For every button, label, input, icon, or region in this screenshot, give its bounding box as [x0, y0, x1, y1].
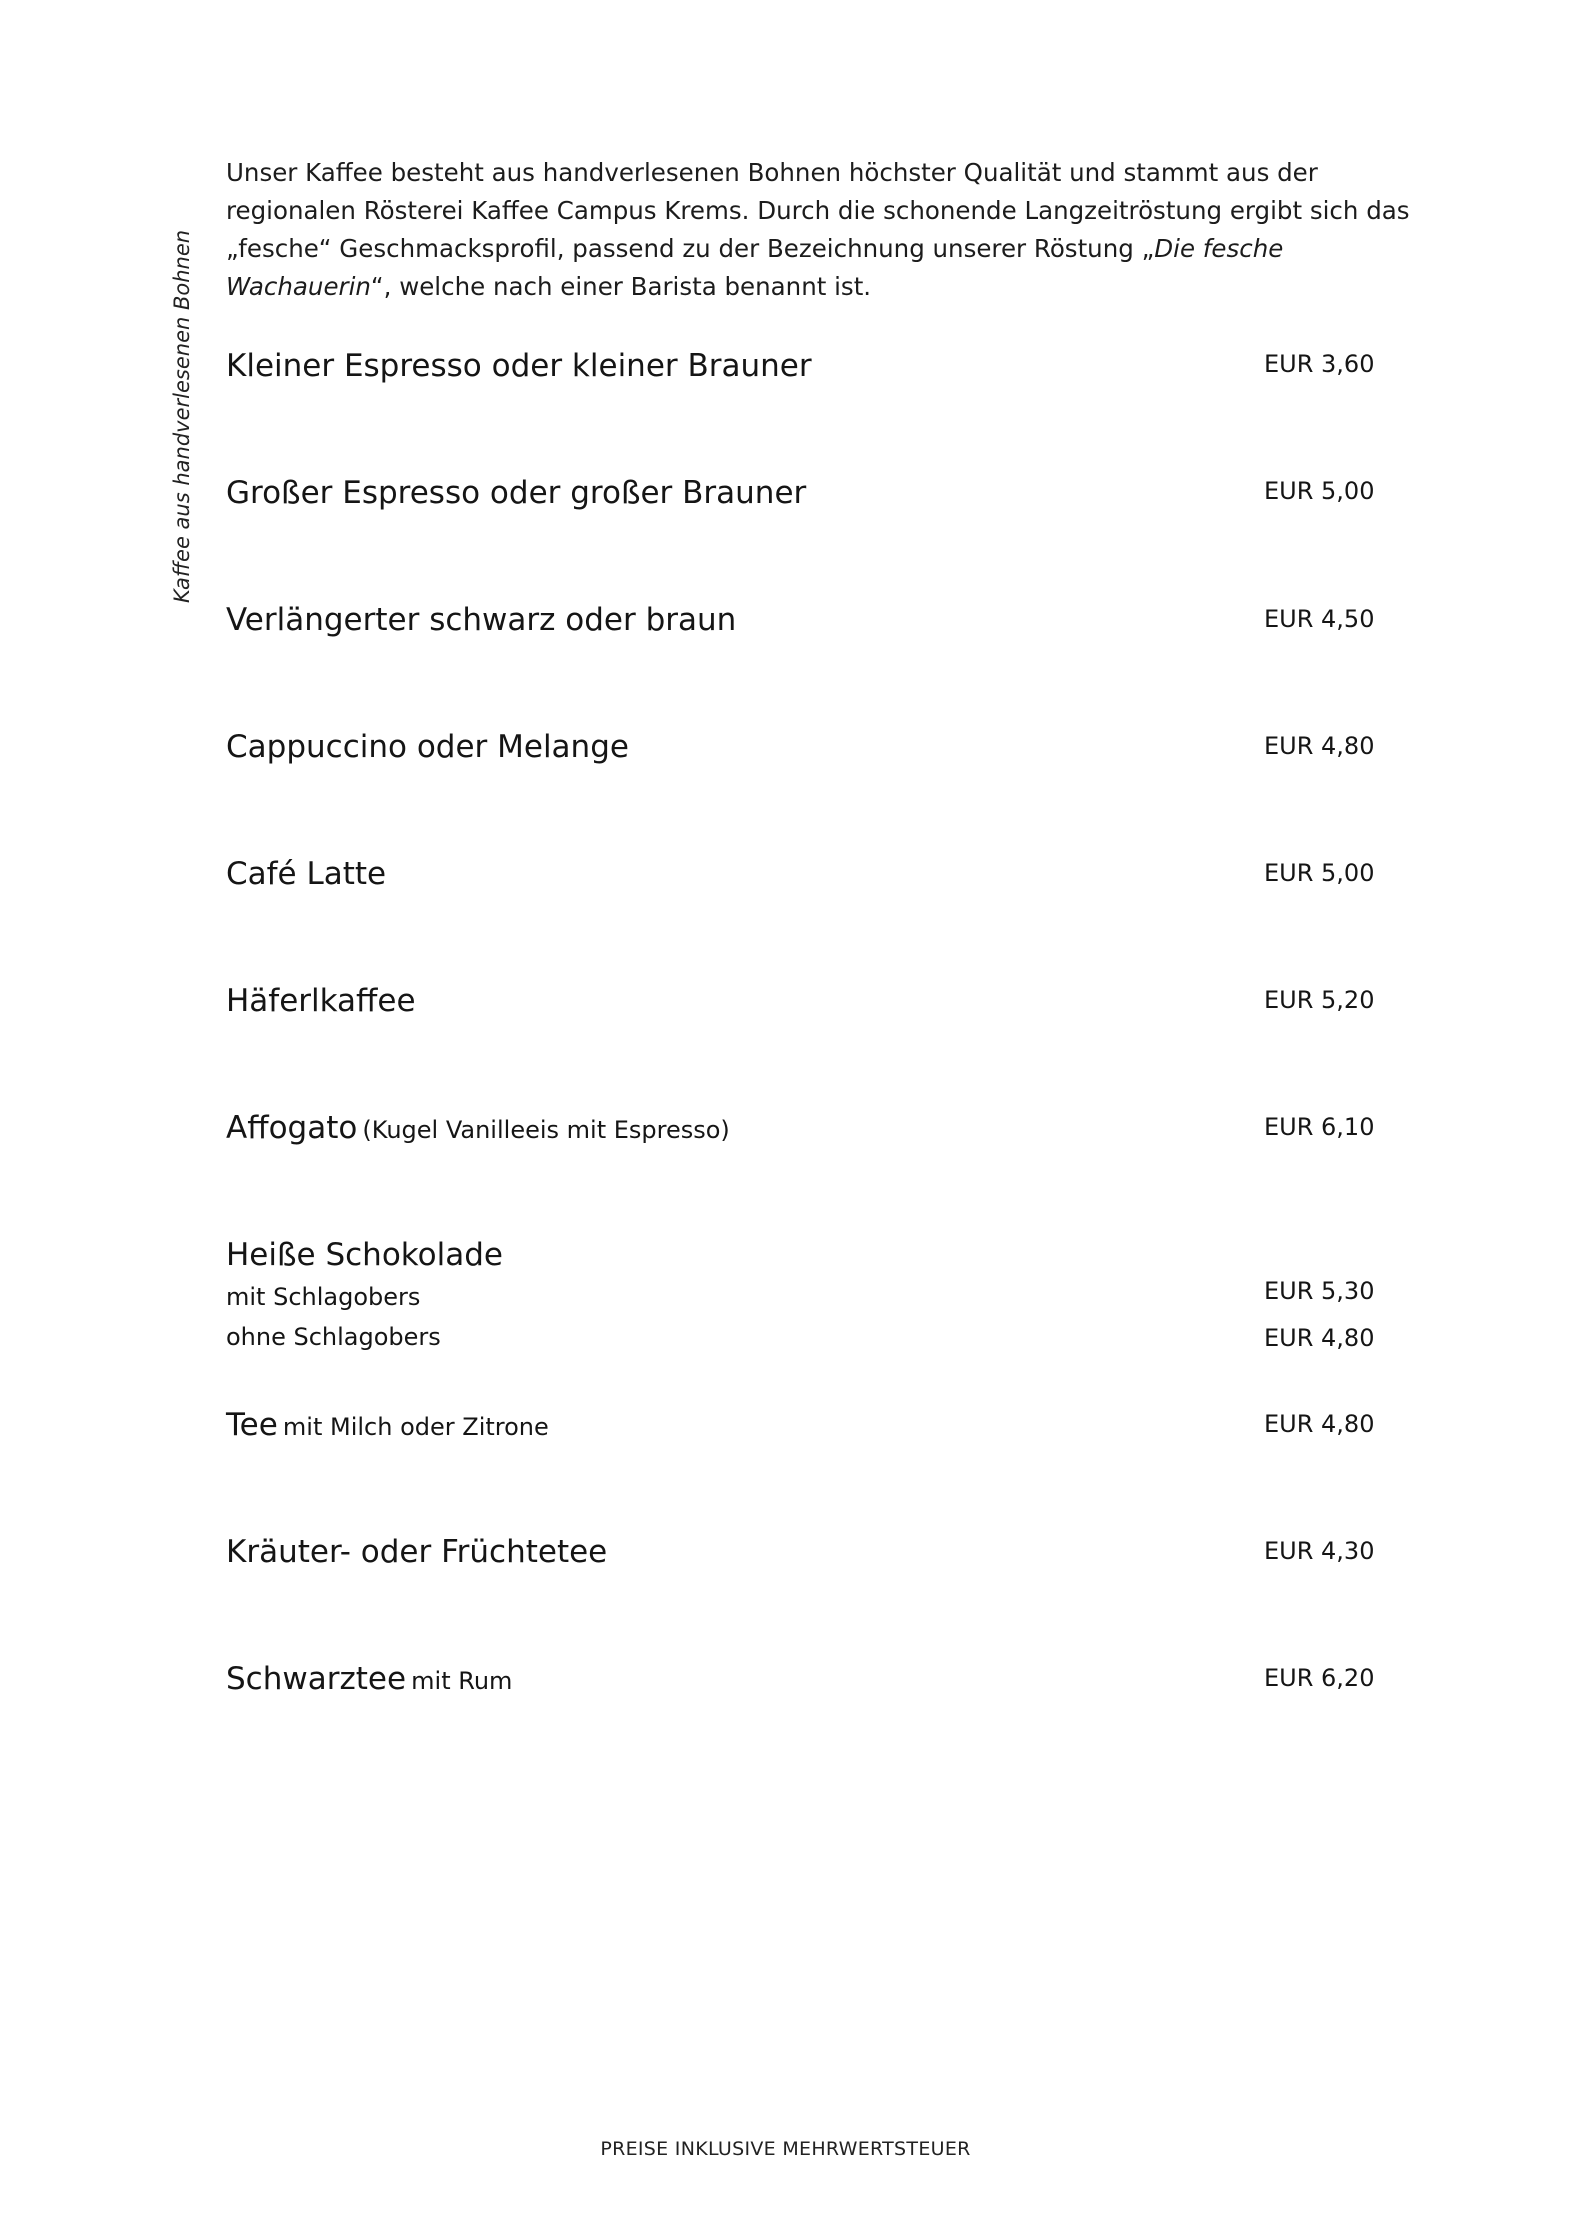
item-name: Tee: [226, 1407, 278, 1443]
footer-note: PREISE INKLUSIVE MEHRWERTSTEUER: [600, 2138, 971, 2160]
option-label: ohne Schlagobers: [226, 1323, 441, 1351]
item-name: Heiße Schokolade: [226, 1237, 503, 1273]
intro-text-2: “, welche nach einer Barista benannt ist.: [370, 272, 872, 301]
item-price: EUR 4,80: [1264, 732, 1375, 760]
item-name: Affogato: [226, 1110, 358, 1146]
item-name: Cappuccino oder Melange: [226, 729, 629, 765]
item-name: Kleiner Espresso oder kleiner Brauner: [226, 348, 812, 384]
roast-name: Die fesche Wachauerin: [226, 234, 1284, 301]
option-price: EUR 5,30: [1264, 1277, 1375, 1305]
menu-item: [226, 473, 1386, 513]
item-price: EUR 5,00: [1264, 859, 1375, 887]
option-label: mit Schlagobers: [226, 1283, 421, 1311]
menu-item: [226, 727, 1386, 767]
item-name: Schwarztee: [226, 1661, 407, 1697]
item-name: Häferlkaffee: [226, 983, 416, 1019]
menu-item: [226, 981, 1386, 1021]
item-price: EUR 5,00: [1264, 477, 1375, 505]
menu-item-chocolate: [226, 1235, 1386, 1357]
item-name: Kräuter- oder Früchtetee: [226, 1534, 608, 1570]
menu-item: [226, 600, 1386, 640]
menu-item: [226, 1659, 1386, 1699]
option-price: EUR 4,80: [1264, 1324, 1375, 1352]
section-subtitle: Kaffee aus handverlesenen Bohnen: [170, 229, 194, 603]
item-price: EUR 5,20: [1264, 986, 1375, 1014]
menu-item: [226, 346, 1386, 386]
menu-item: [226, 854, 1386, 894]
menu-item: [226, 1108, 1386, 1148]
item-price: EUR 4,80: [1264, 1410, 1375, 1438]
intro-text-1: Unser Kaffee besteht aus handverlesenen Bohnen höchster Qualität und stammt aus der regionalen Rösterei Kaffee Campus Krems. Durch die schonende Langzeitröstung ergibt sich das „fesche“ Geschmacksprofil, passend zu der Bezeichnung unserer Röstung „: [226, 158, 1410, 263]
item-note: (Kugel Vanilleeis mit Espresso): [362, 1116, 730, 1144]
item-price: EUR 3,60: [1264, 350, 1375, 378]
item-note: mit Rum: [411, 1667, 513, 1695]
intro-paragraph: [226, 154, 1426, 306]
item-price: EUR 6,20: [1264, 1664, 1375, 1692]
item-name: Großer Espresso oder großer Brauner: [226, 475, 807, 511]
item-name: Café Latte: [226, 856, 387, 892]
menu-item: [226, 1405, 1386, 1445]
item-price: EUR 4,30: [1264, 1537, 1375, 1565]
item-price: EUR 6,10: [1264, 1113, 1375, 1141]
item-price: EUR 4,50: [1264, 605, 1375, 633]
item-note: mit Milch oder Zitrone: [282, 1413, 549, 1441]
menu-item: [226, 1532, 1386, 1572]
item-name: Verlängerter schwarz oder braun: [226, 602, 737, 638]
